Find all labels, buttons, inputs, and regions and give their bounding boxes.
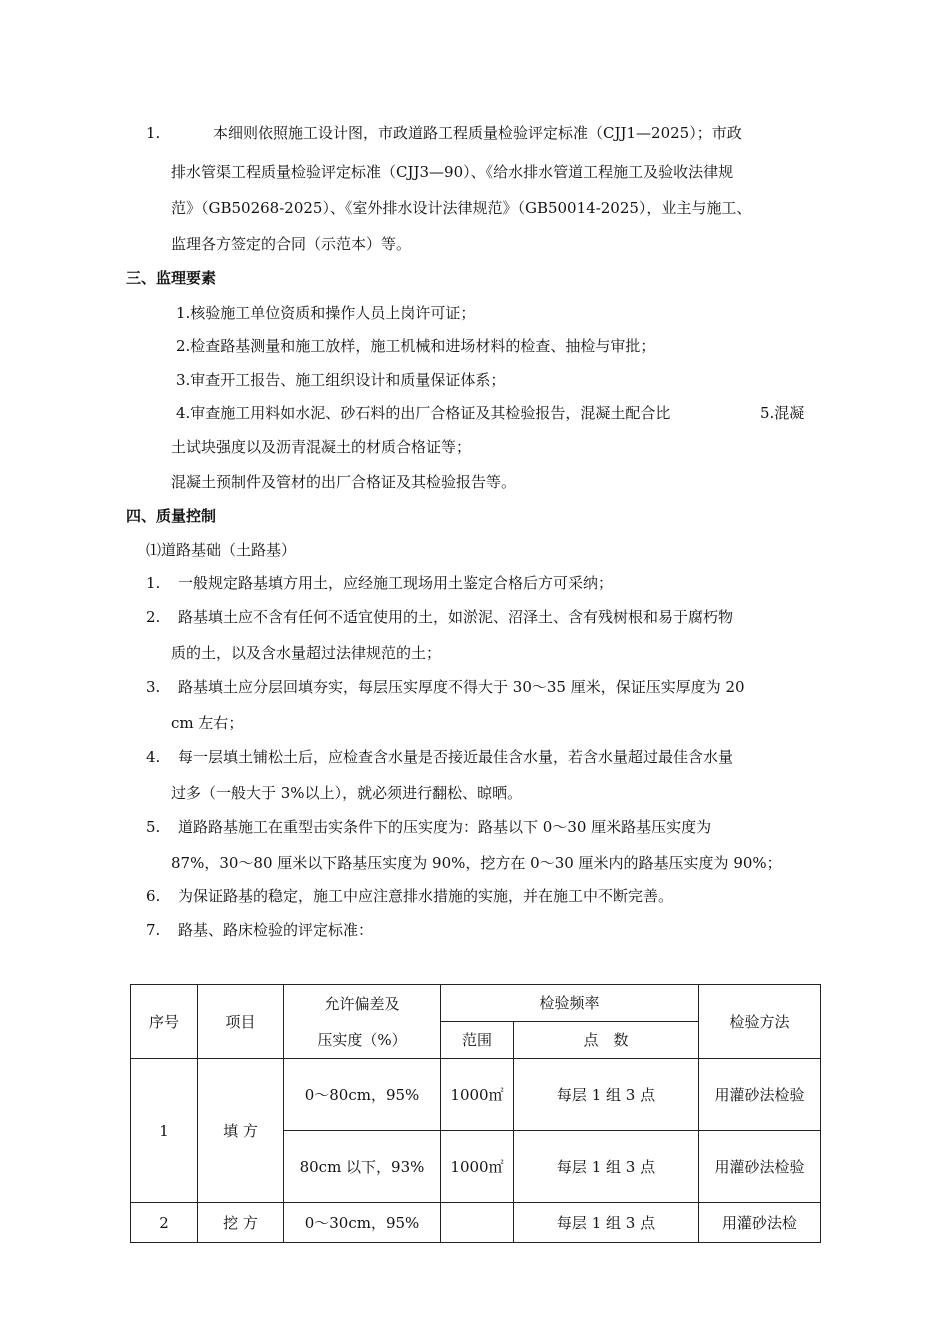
table-row — [131, 1059, 821, 1131]
cell-range — [441, 1203, 514, 1243]
sec4-item-3-line-1: 路基填土应分层回填夯实，每层压实厚度不得大于 30～35 厘米，保证压实厚度为 20 — [178, 678, 745, 696]
cell-range: 1000㎡ — [441, 1131, 514, 1203]
sec3-item-1: 1.核验施工单位资质和操作人员上岗许可证； — [176, 304, 476, 322]
basis-number: 1. — [146, 124, 161, 142]
inspection-table — [130, 984, 821, 1243]
sec4-item-4-line-1: 每一层填土铺松土后，应检查含水量是否接近最佳含水量，若含水量超过最佳含水量 — [178, 748, 734, 766]
sec4-item-1-num: 1. — [146, 574, 161, 592]
sec4-item-7-num: 7. — [146, 921, 161, 939]
header-item: 项目 — [198, 985, 284, 1059]
sec4-item-2-line-1: 路基填土应不含有任何不适宜使用的土，如淤泥、沼泽土、含有残树根和易于腐朽物 — [178, 608, 734, 626]
basis-line-2: 排水管渠工程质量检验评定标准（CJJ3—90）、《给水排水管道工程施工及验收法律规 — [171, 163, 734, 181]
basis-line-4: 监理各方签定的合同（示范本）等。 — [171, 235, 412, 253]
sec4-item-1-line-1: 一般规定路基填方用土，应经施工现场用土鉴定合格后方可采纳； — [178, 574, 614, 592]
sec4-item-6-line-1: 为保证路基的稳定，施工中应注意排水措施的实施，并在施工中不断完善。 — [178, 887, 674, 905]
row-seq-2: 2 — [131, 1203, 198, 1243]
row-item-cut: 挖 方 — [198, 1203, 284, 1243]
basis-line-3: 范》（GB50268-2025）、《室外排水设计法律规范》（GB50014-2025），业主与施工、 — [171, 199, 752, 217]
cell-method: 用灌砂法检 — [699, 1203, 821, 1243]
cell-tolerance: 0～80cm，95% — [284, 1059, 441, 1131]
header-range: 范围 — [441, 1022, 514, 1059]
row-item-fill: 填 方 — [198, 1059, 284, 1203]
table-row — [131, 1203, 821, 1243]
header-points: 点 数 — [514, 1022, 699, 1059]
sec4-item-5-line-1: 道路路基施工在重型击实条件下的压实度为：路基以下 0～30 厘米路基压实度为 — [178, 818, 712, 836]
sec4-subtitle: ⑴道路基础（土路基） — [146, 541, 297, 559]
sec3-item-2: 2.检查路基测量和施工放样，施工机械和进场材料的检查、抽检与审批； — [176, 337, 656, 355]
sec4-item-3-line-2: cm 左右； — [171, 714, 244, 732]
header-method: 检验方法 — [699, 985, 821, 1059]
header-tolerance-line-2: 压实度（%） — [317, 1030, 407, 1049]
sec4-item-6-num: 6. — [146, 887, 161, 905]
sec4-item-5-line-2: 87%，30～80 厘米以下路基压实度为 90%，挖方在 0～30 厘米内的路基压实度为 90%； — [171, 854, 782, 872]
sec4-item-2-line-2: 质的土，以及含水量超过法律规范的土； — [171, 644, 442, 662]
sec3-item-6: 混凝土预制件及管材的出厂合格证及其检验报告等。 — [171, 473, 517, 491]
sec3-item-5: 5.混凝 — [760, 404, 805, 422]
cell-method: 用灌砂法检验 — [699, 1059, 821, 1131]
header-frequency: 检验频率 — [441, 985, 699, 1022]
sec4-item-4-line-2: 过多（一般大于 3%以上），就必须进行翻松、晾晒。 — [171, 784, 523, 802]
sec4-item-3-num: 3. — [146, 678, 161, 696]
header-tolerance-line-1: 允许偏差及 — [324, 994, 400, 1013]
cell-points: 每层 1 组 3 点 — [514, 1059, 699, 1131]
sec3-item-4: 4.审查施工用料如水泥、砂石料的出厂合格证及其检验报告，混凝土配合比 — [176, 404, 671, 422]
header-seq: 序号 — [131, 985, 198, 1059]
cell-points: 每层 1 组 3 点 — [514, 1203, 699, 1243]
sec3-item-4-cont: 土试块强度以及沥青混凝土的材质合格证等； — [171, 438, 472, 456]
cell-tolerance: 80cm 以下，93% — [284, 1131, 441, 1203]
cell-tolerance: 0～30cm，95% — [284, 1203, 441, 1243]
cell-range: 1000㎡ — [441, 1059, 514, 1131]
basis-line-1: 本细则依照施工设计图，市政道路工程质量检验评定标准（CJJ1—2025）；市政 — [213, 124, 742, 142]
sec4-item-7-line-1: 路基、路床检验的评定标准： — [178, 921, 374, 939]
row-seq-1: 1 — [131, 1059, 198, 1203]
header-tolerance — [284, 985, 441, 1059]
sec4-item-2-num: 2. — [146, 608, 161, 626]
table-header-row — [131, 985, 821, 1022]
cell-method: 用灌砂法检验 — [699, 1131, 821, 1203]
section-3-title: 三、监理要素 — [126, 269, 217, 287]
sec4-item-5-num: 5. — [146, 818, 161, 836]
sec4-item-4-num: 4. — [146, 748, 161, 766]
section-4-title: 四、质量控制 — [126, 507, 217, 525]
cell-points: 每层 1 组 3 点 — [514, 1131, 699, 1203]
sec3-item-3: 3.审查开工报告、施工组织设计和质量保证体系； — [176, 371, 506, 389]
